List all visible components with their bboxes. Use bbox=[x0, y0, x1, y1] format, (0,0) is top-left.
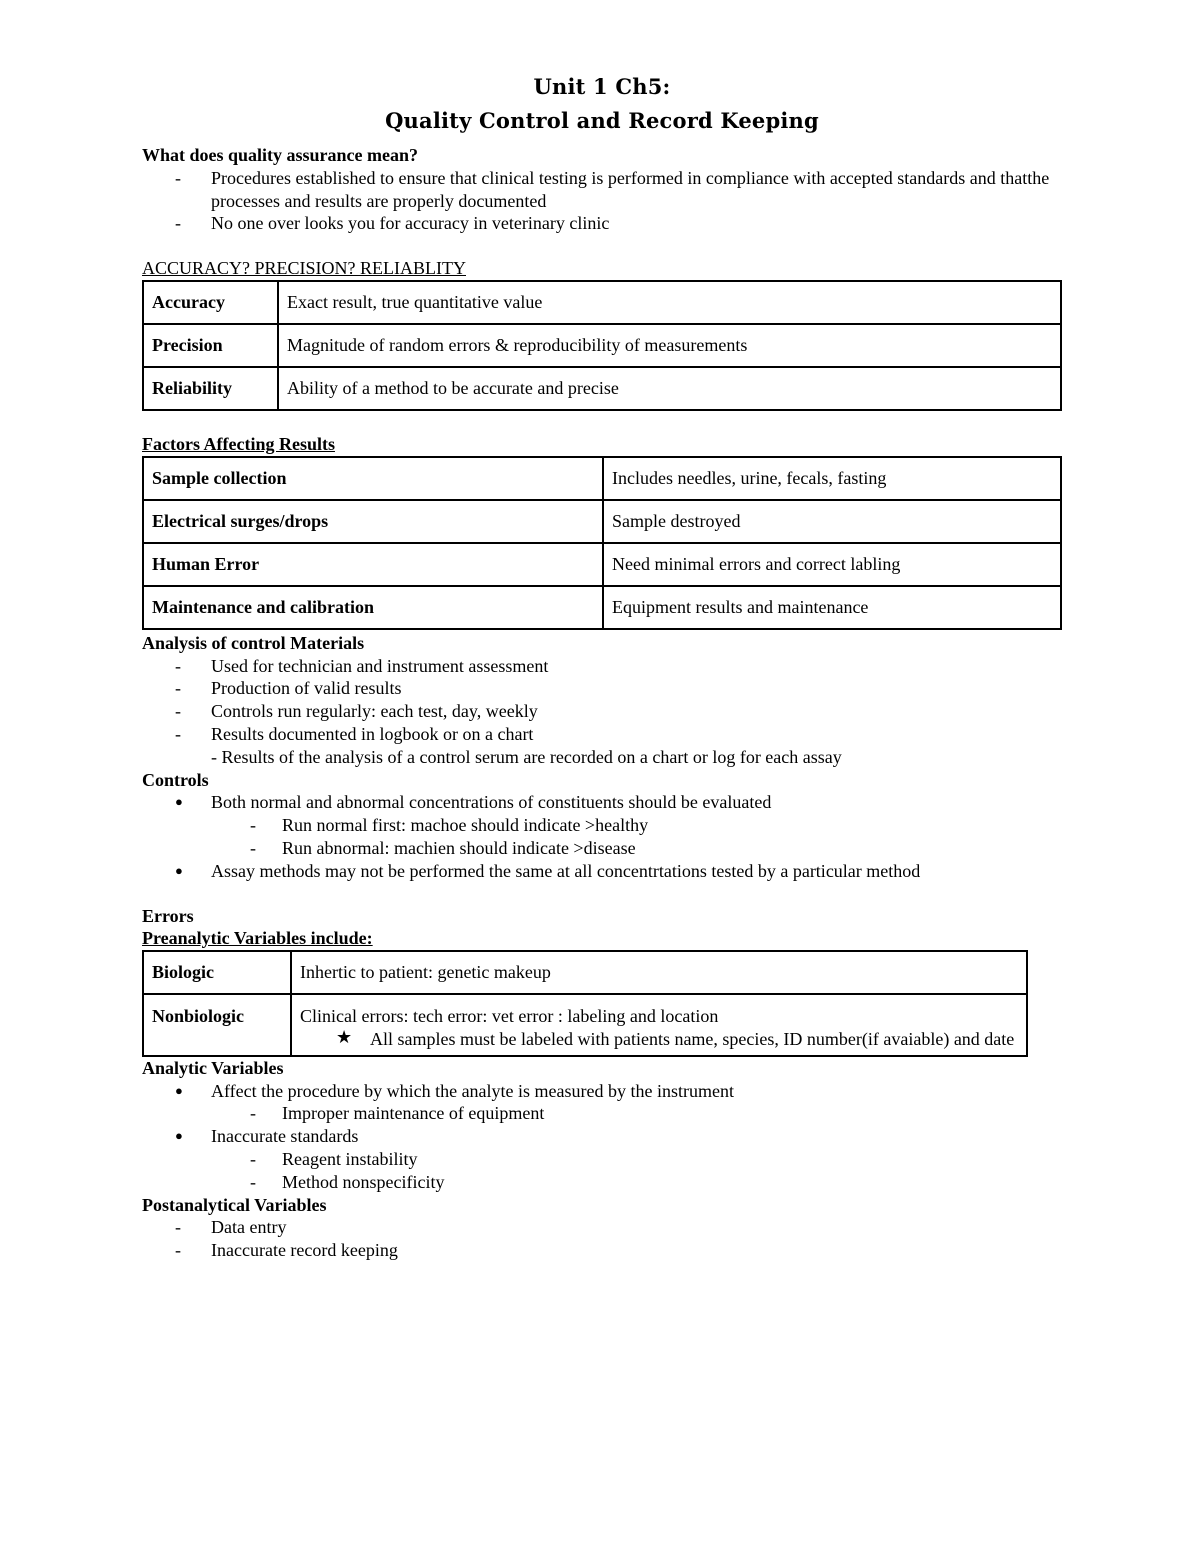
qa-list bbox=[142, 167, 1062, 235]
list-item: ● Both normal and abnormal concentrations of constituents should be evaluated bbox=[142, 791, 1062, 814]
controls-list bbox=[142, 791, 1062, 814]
table-cell-factor: Human Error bbox=[143, 543, 603, 586]
table-row bbox=[143, 994, 1027, 1056]
list-item: ● Affect the procedure by which the analyte is measured by the instrument bbox=[142, 1080, 1062, 1103]
table-cell-factor: Sample collection bbox=[143, 457, 603, 500]
list-item: - Method nonspecificity bbox=[142, 1171, 1062, 1194]
table-cell-term: Biologic bbox=[143, 951, 291, 994]
postanalytic-heading: Postanalytical Variables bbox=[142, 1194, 327, 1215]
table-cell-term: Precision bbox=[143, 324, 278, 367]
table-cell-definition: Exact result, true quantitative value bbox=[278, 281, 1061, 324]
analytic-sub-list bbox=[142, 1102, 1062, 1125]
document-title-line1: Unit 1 Ch5: bbox=[533, 74, 671, 99]
table-cell-note: Equipment results and maintenance bbox=[603, 586, 1061, 629]
analytic-heading: Analytic Variables bbox=[142, 1057, 284, 1078]
controls-list-2 bbox=[142, 860, 1062, 883]
table-cell-definition: Ability of a method to be accurate and precise bbox=[278, 367, 1061, 410]
postanalytic-list bbox=[142, 1216, 1062, 1262]
table-cell-term: Accuracy bbox=[143, 281, 278, 324]
list-item: - Results documented in logbook or on a chart bbox=[142, 723, 1062, 746]
table-row bbox=[143, 367, 1061, 410]
accuracy-heading: ACCURACY? PRECISION? RELIABLITY bbox=[142, 258, 466, 279]
table-row bbox=[143, 586, 1061, 629]
analytic-sub-list-2 bbox=[142, 1148, 1062, 1194]
list-item: - Controls run regularly: each test, day, weekly bbox=[142, 700, 1062, 723]
controls-sub-list bbox=[142, 814, 1062, 860]
list-item: - Data entry bbox=[142, 1216, 1062, 1239]
control-materials-heading: Analysis of control Materials bbox=[142, 632, 365, 653]
list-item: - Procedures established to ensure that clinical testing is performed in compliance with accepted standards and thatthe processes and results are properly documented bbox=[142, 167, 1062, 213]
table-row bbox=[143, 281, 1061, 324]
table-row bbox=[143, 457, 1061, 500]
list-item: - Production of valid results bbox=[142, 677, 1062, 700]
list-item: - Inaccurate record keeping bbox=[142, 1239, 1062, 1262]
analytic-list-2 bbox=[142, 1125, 1062, 1148]
list-item: - Run normal first: machoe should indicate >healthy bbox=[142, 814, 1062, 837]
preanalytic-heading: Preanalytic Variables include: bbox=[142, 928, 373, 949]
table-cell-term: Nonbiologic bbox=[143, 994, 291, 1056]
table-cell-definition: Inhertic to patient: genetic makeup bbox=[291, 951, 1027, 994]
document-title-line2: Quality Control and Record Keeping bbox=[385, 108, 819, 133]
controls-heading: Controls bbox=[142, 769, 209, 790]
errors-heading: Errors bbox=[142, 905, 194, 926]
accuracy-table bbox=[142, 280, 1062, 411]
analytic-list bbox=[142, 1080, 1062, 1103]
list-item: - Used for technician and instrument assessment bbox=[142, 655, 1062, 678]
list-item: ● Assay methods may not be performed the same at all concentrtations tested by a particular method bbox=[142, 860, 1062, 883]
table-cell-note: Includes needles, urine, fecals, fasting bbox=[603, 457, 1061, 500]
qa-question: What does quality assurance mean? bbox=[142, 145, 419, 165]
control-materials-sub-note: - Results of the analysis of a control serum are recorded on a chart or log for each assay bbox=[211, 746, 842, 767]
list-item: - Reagent instability bbox=[142, 1148, 1062, 1171]
table-cell-factor: Maintenance and calibration bbox=[143, 586, 603, 629]
table-cell-term: Reliability bbox=[143, 367, 278, 410]
list-item: ● Inaccurate standards bbox=[142, 1125, 1062, 1148]
document-page bbox=[142, 70, 1062, 1262]
list-item: - Improper maintenance of equipment bbox=[142, 1102, 1062, 1125]
table-row bbox=[143, 543, 1061, 586]
list-item: - No one over looks you for accuracy in veterinary clinic bbox=[142, 212, 1062, 235]
table-row bbox=[143, 500, 1061, 543]
factors-heading: Factors Affecting Results bbox=[142, 433, 335, 454]
table-cell-note: Need minimal errors and correct labling bbox=[603, 543, 1061, 586]
table-cell-definition bbox=[291, 994, 1027, 1056]
table-row bbox=[143, 951, 1027, 994]
factors-table bbox=[142, 456, 1062, 630]
table-cell-note: Sample destroyed bbox=[603, 500, 1061, 543]
table-cell-factor: Electrical surges/drops bbox=[143, 500, 603, 543]
preanalytic-table bbox=[142, 950, 1028, 1057]
control-materials-list bbox=[142, 655, 1062, 746]
star-note: ★ All samples must be labeled with patients name, species, ID number(if avaiable) and date bbox=[300, 1028, 1018, 1051]
list-item: - Run abnormal: machien should indicate >disease bbox=[142, 837, 1062, 860]
table-cell-definition: Magnitude of random errors & reproducibility of measurements bbox=[278, 324, 1061, 367]
nonbiologic-definition: Clinical errors: tech error: vet error : labeling and location bbox=[300, 1006, 719, 1027]
table-row bbox=[143, 324, 1061, 367]
